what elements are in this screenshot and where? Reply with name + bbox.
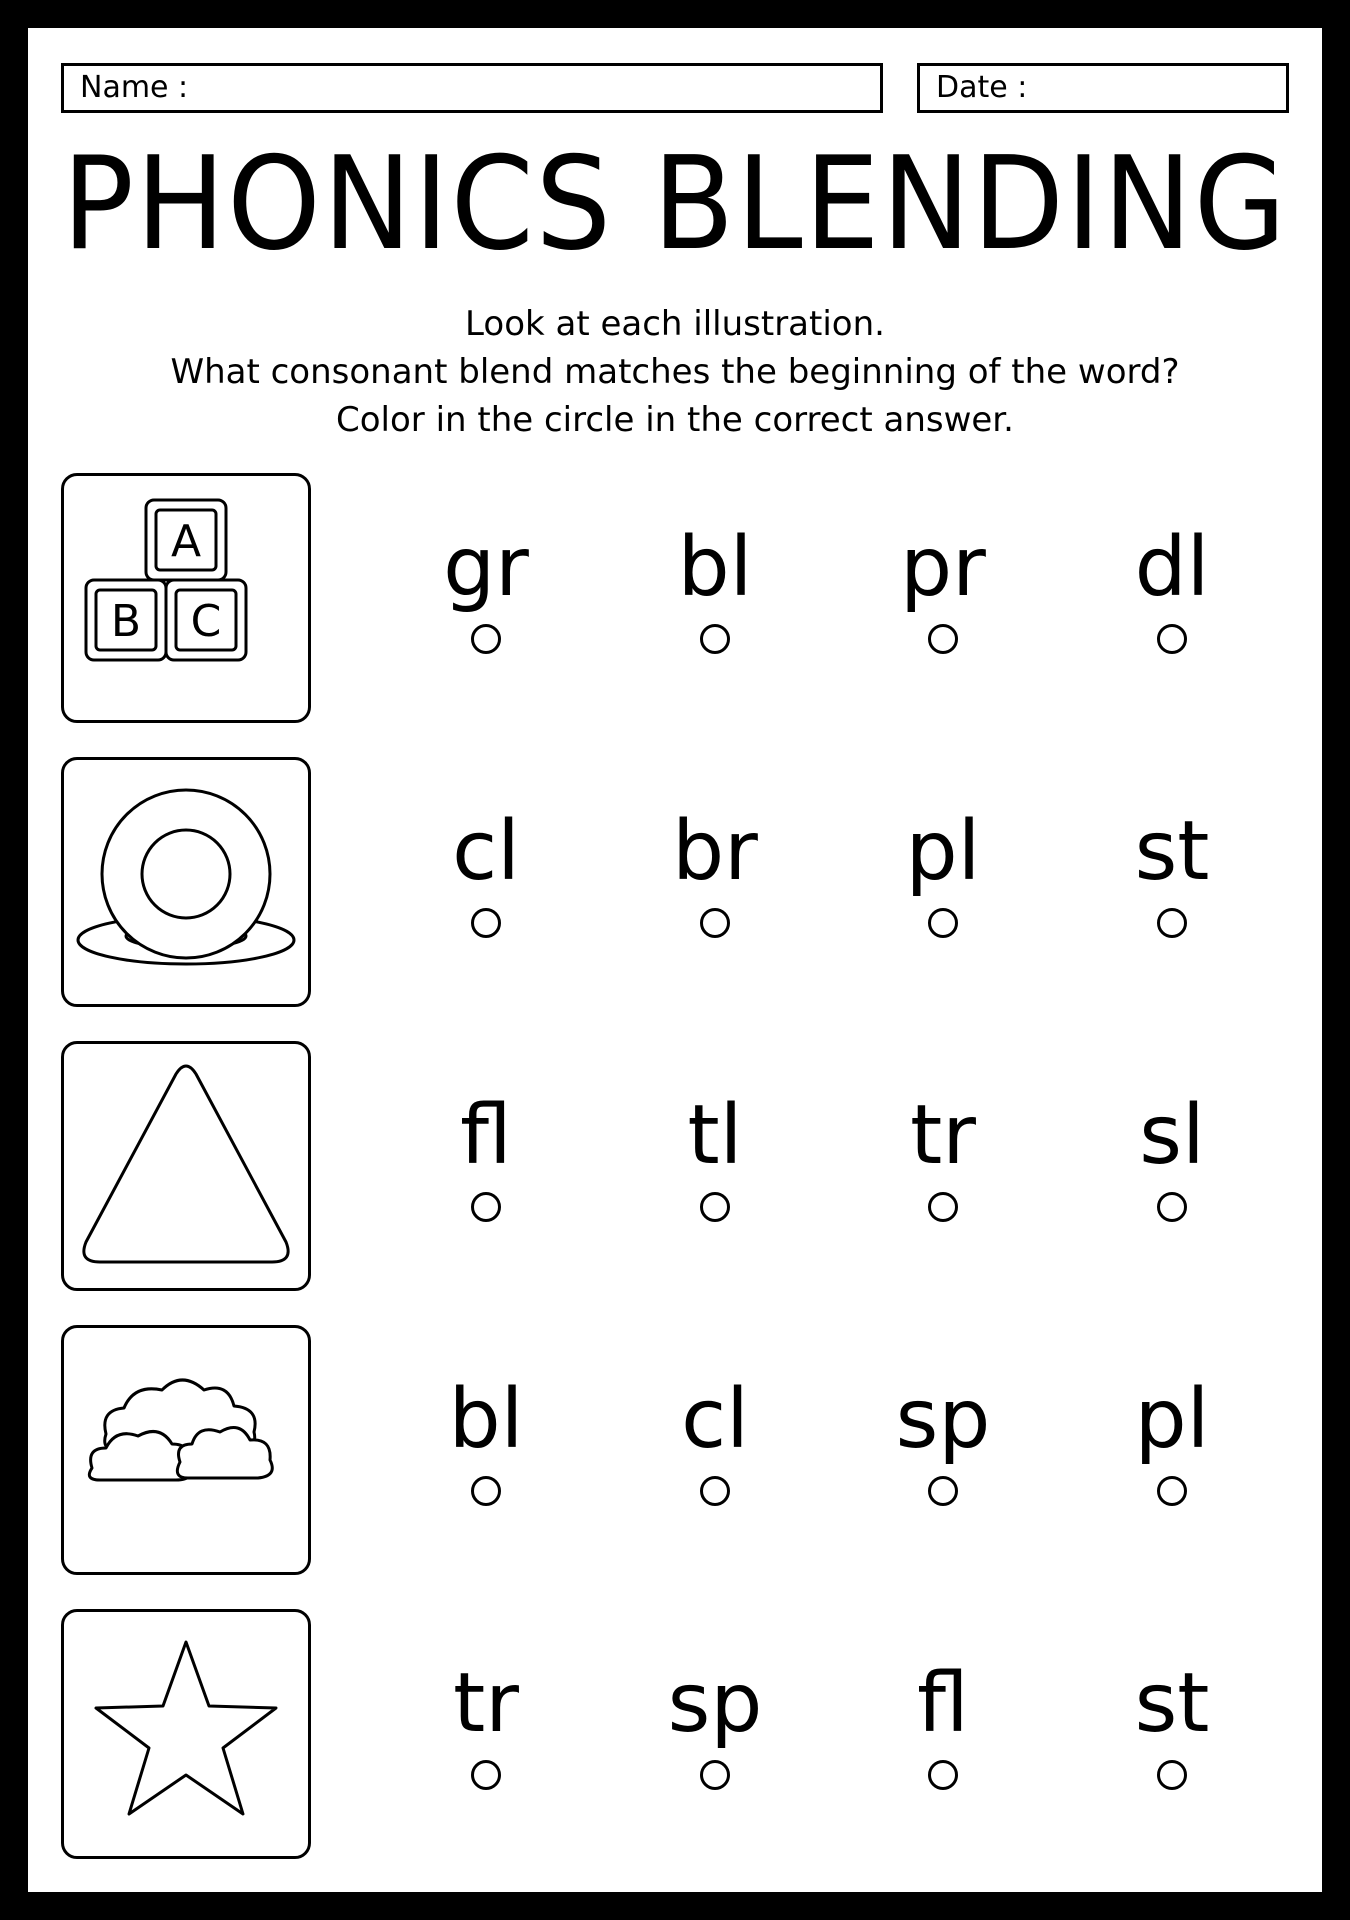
option-r1-1: [396, 520, 576, 616]
option-label: gr: [443, 520, 529, 615]
block-letter-c: C: [190, 596, 222, 647]
plate-icon: [61, 757, 311, 1007]
option-label: fl: [460, 1088, 512, 1183]
answer-circle[interactable]: [1157, 1760, 1187, 1790]
option-r2-4: [1082, 804, 1262, 900]
option-r5-1: [396, 1656, 576, 1752]
option-label: bl: [677, 520, 753, 615]
answer-circle[interactable]: [1157, 1476, 1187, 1506]
answer-circle[interactable]: [928, 1192, 958, 1222]
answer-circle[interactable]: [1157, 624, 1187, 654]
option-r1-4: [1082, 520, 1262, 616]
answer-circle[interactable]: [700, 1760, 730, 1790]
answer-circle[interactable]: [471, 908, 501, 938]
star-icon: [61, 1609, 311, 1859]
option-r2-1: [396, 804, 576, 900]
option-label: st: [1134, 1656, 1210, 1751]
option-r5-3: [853, 1656, 1033, 1752]
option-r3-3: [853, 1088, 1033, 1184]
answer-circle[interactable]: [471, 1192, 501, 1222]
answer-circle[interactable]: [700, 624, 730, 654]
abc-blocks-icon: [61, 473, 311, 723]
date-label: Date :: [936, 70, 1028, 105]
option-r5-2: [625, 1656, 805, 1752]
name-label: Name :: [80, 70, 189, 105]
clouds-icon: [61, 1325, 311, 1575]
answer-circle[interactable]: [928, 908, 958, 938]
answer-circle[interactable]: [700, 1192, 730, 1222]
answer-circle[interactable]: [471, 624, 501, 654]
option-r4-1: [396, 1372, 576, 1468]
option-r1-3: [853, 520, 1033, 616]
option-label: sp: [895, 1372, 991, 1467]
block-letter-b: B: [110, 596, 142, 647]
option-label: cl: [452, 804, 520, 899]
option-label: tr: [910, 1088, 976, 1183]
block-letter-a: A: [170, 516, 202, 567]
answer-circle[interactable]: [700, 1476, 730, 1506]
option-r4-2: [625, 1372, 805, 1468]
option-r3-4: [1082, 1088, 1262, 1184]
option-label: tl: [687, 1088, 743, 1183]
date-field[interactable]: [917, 63, 1289, 113]
option-r2-3: [853, 804, 1033, 900]
answer-circle[interactable]: [700, 908, 730, 938]
option-r4-4: [1082, 1372, 1262, 1468]
option-label: pl: [1134, 1372, 1210, 1467]
answer-circle[interactable]: [928, 1476, 958, 1506]
option-label: pr: [900, 520, 986, 615]
instruction-line-2: What consonant blend matches the beginning of the word?: [170, 352, 1180, 392]
option-r2-2: [625, 804, 805, 900]
option-r3-2: [625, 1088, 805, 1184]
instruction-line-3: Color in the circle in the correct answer.: [336, 400, 1014, 440]
option-label: fl: [917, 1656, 969, 1751]
option-r1-2: [625, 520, 805, 616]
instruction-line-1: Look at each illustration.: [465, 304, 885, 344]
answer-circle[interactable]: [1157, 1192, 1187, 1222]
name-field[interactable]: [61, 63, 883, 113]
option-label: sp: [667, 1656, 763, 1751]
answer-circle[interactable]: [471, 1476, 501, 1506]
option-label: sl: [1139, 1088, 1205, 1183]
option-label: br: [672, 804, 758, 899]
option-r3-1: [396, 1088, 576, 1184]
option-r4-3: [853, 1372, 1033, 1468]
option-label: dl: [1134, 520, 1210, 615]
option-label: cl: [681, 1372, 749, 1467]
option-label: st: [1134, 804, 1210, 899]
answer-circle[interactable]: [1157, 908, 1187, 938]
triangle-icon: [61, 1041, 311, 1291]
answer-circle[interactable]: [928, 1760, 958, 1790]
answer-circle[interactable]: [471, 1760, 501, 1790]
option-r5-4: [1082, 1656, 1262, 1752]
option-label: pl: [905, 804, 981, 899]
answer-circle[interactable]: [928, 624, 958, 654]
option-label: tr: [453, 1656, 519, 1751]
option-label: bl: [448, 1372, 524, 1467]
page-title: PHONICS BLENDING: [62, 130, 1288, 279]
